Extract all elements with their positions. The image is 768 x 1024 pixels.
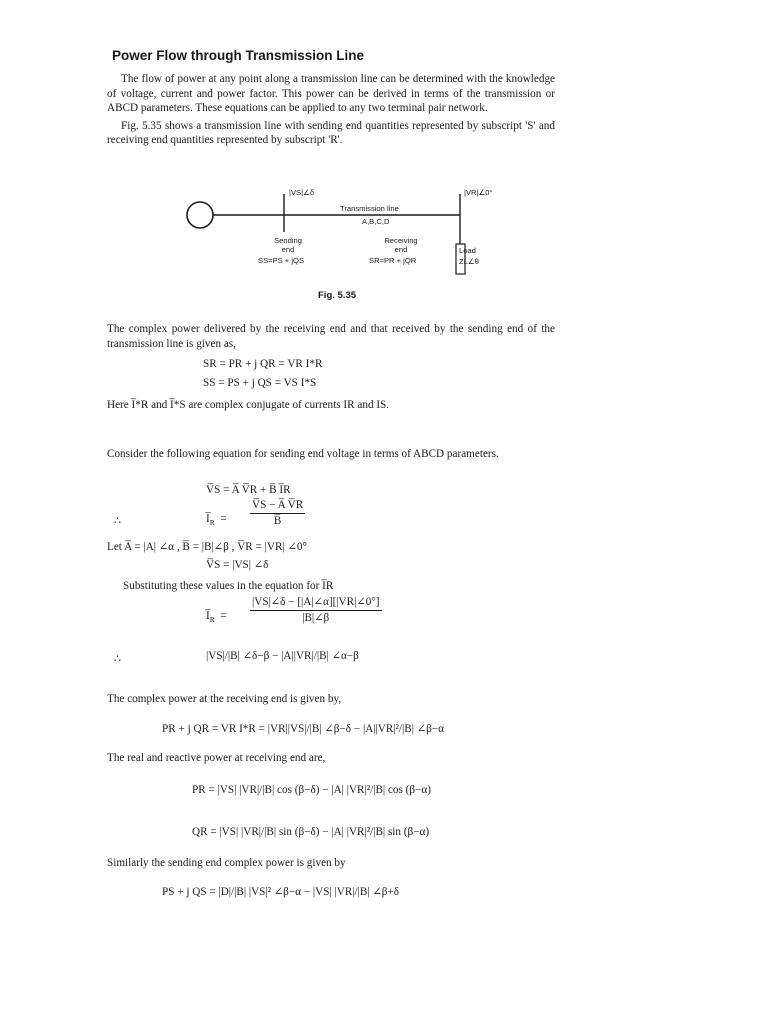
equation-pr: PR = |VS| |VR|/|B| cos (β−δ) − |A| |VR|²/|B| cos (β−α) <box>192 784 431 796</box>
transmission-line-figure <box>180 186 500 282</box>
paragraph-sending-power: Similarly the sending end complex power is given by <box>107 857 346 869</box>
load-impedance-label: ZL∠θ <box>459 257 479 266</box>
label-ir-2: $I̅_R$ = <box>206 610 227 625</box>
paragraph-figure-ref: Fig. 5.35 shows a transmission line with sending end quantities represented by subscript 'S' and receiving end quantities represented by subscript 'R'. <box>107 119 555 147</box>
paragraph-substituting: Substituting these values in the equation for I̅R <box>123 580 334 592</box>
sending-label: Sending <box>274 236 302 245</box>
ir-denominator: B̅ <box>273 515 282 527</box>
receiving-power-label: SR=PR + jQR <box>369 256 417 265</box>
therefore-symbol-2: ∴ <box>114 653 122 665</box>
equation-ss: SS = PS + j QS = VS I*S <box>203 377 317 389</box>
params-label: A,B,C,D <box>362 217 390 226</box>
ir-sub-denominator: |B|∠β <box>302 612 330 624</box>
paragraph-intro: The flow of power at any point along a transmission line can be determined with the knowledge of voltage, current and power factor. This power can be derived in terms of the transmission or ABCD parameters. These equations can be applied to any two terminal pair network. <box>107 73 555 115</box>
equation-sr-power: PR + j QR = VR I*R = |VR||VS|/|B| ∠β−δ − |A||VR|²/|B| ∠β−α <box>162 723 444 735</box>
receiving-label: Receiving <box>384 236 418 245</box>
label-ir-1: $I̅_R$ = <box>206 513 227 528</box>
line-label: Transmission line <box>340 204 399 213</box>
figure-caption: Fig. 5.35 <box>318 290 357 301</box>
generator-circle <box>187 202 213 228</box>
equation-ss-power: PS + j QS = |D|/|B| |VS|² ∠β−α − |VS| |VR|/|B| ∠β+δ <box>162 886 400 898</box>
equation-vs-polar: V̅S = |VS| ∠δ <box>206 559 269 571</box>
paragraph-conjugate: Here I̅*R and I̅*S are complex conjugate of currents IR and IS. <box>107 399 390 411</box>
equation-ir-final: |VS|/|B| ∠δ−β − |A||VR|/|B| ∠α−β <box>206 650 359 662</box>
vr-label: |VR|∠0° <box>464 188 493 197</box>
fraction-ir <box>248 499 307 528</box>
paragraph-abcd: Consider the following equation for sending end voltage in terms of ABCD parameters. <box>107 448 499 460</box>
equation-vs-abcd: V̅S = A̅ V̅R + B̅ I̅R <box>206 484 291 496</box>
load-label: Load <box>459 246 476 255</box>
section-title: Power Flow through Transmission Line <box>112 48 365 63</box>
ir-numerator: V̅S − A̅ V̅R <box>250 499 305 514</box>
fraction-ir-substituted <box>248 596 384 625</box>
sending-label-end: end <box>281 245 295 254</box>
vs-label: |VS|∠δ <box>289 188 315 197</box>
sending-power-label: SS=PS + jQS <box>258 256 305 265</box>
ir-sub-numerator: |VS|∠δ − [|A|∠α][|VR|∠0°] <box>250 596 382 611</box>
paragraph-real-reactive: The real and reactive power at receiving end are, <box>107 752 326 764</box>
equation-qr: QR = |VS| |VR|/|B| sin (β−δ) − |A| |VR|²/|B| sin (β−α) <box>192 826 430 838</box>
paragraph-complex-power: The complex power delivered by the receiving end and that received by the sending end of the transmission line is given as, <box>107 323 555 350</box>
paragraph-let: Let A̅ = |A| ∠α , B̅ = |B|∠β , V̅R = |VR| ∠0° <box>107 541 307 553</box>
intro-paragraphs <box>107 72 555 148</box>
therefore-symbol-1: ∴ <box>114 515 122 527</box>
paragraph-receiving-power: The complex power at the receiving end is given by, <box>107 693 342 705</box>
equation-sr: SR = PR + j QR = VR I*R <box>203 358 323 370</box>
receiving-label-end: end <box>394 245 408 254</box>
